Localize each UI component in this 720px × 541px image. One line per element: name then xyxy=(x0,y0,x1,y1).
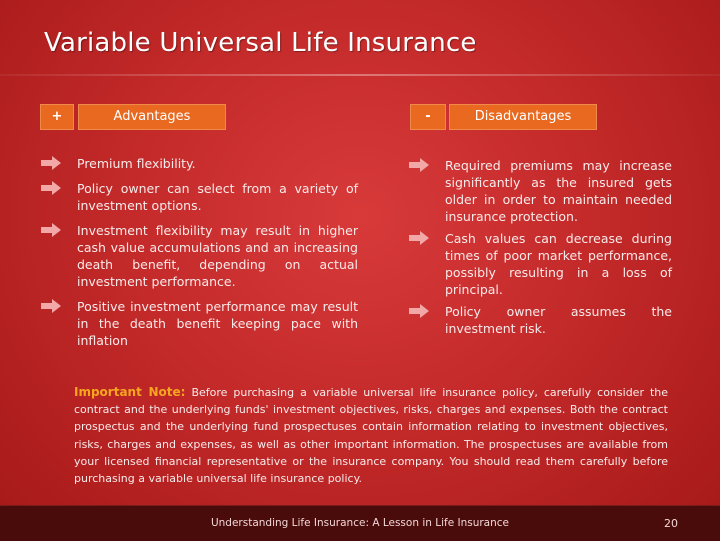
disadvantages-list xyxy=(408,157,672,342)
advantages-header: Advantages xyxy=(78,104,226,130)
advantage-text: Investment flexibility may result in higher cash value accumulations and an increasing death benefit, depending on actual investment performance. xyxy=(77,223,358,289)
advantages-list xyxy=(40,155,358,357)
right-arrow-icon xyxy=(40,181,62,195)
disadvantage-item xyxy=(408,230,672,298)
right-arrow-icon xyxy=(40,156,62,170)
disadvantages-symbol: - xyxy=(410,104,446,130)
right-arrow-icon xyxy=(40,223,62,237)
page-number: 20 xyxy=(664,517,678,530)
advantage-item xyxy=(40,222,358,290)
advantages-symbol: + xyxy=(40,104,74,130)
advantage-item xyxy=(40,298,358,349)
note-label: Important Note: xyxy=(74,385,186,399)
footer-bar xyxy=(0,505,720,541)
disadvantage-text: Cash values can decrease during times of poor market performance, possibly resulting in a loss of principal. xyxy=(445,231,672,297)
right-arrow-icon xyxy=(408,158,430,172)
disadvantage-text: Required premiums may increase significantly as the insured gets older in order to maintain needed insurance protection. xyxy=(445,158,672,224)
important-note xyxy=(74,384,668,487)
advantage-item xyxy=(40,155,358,172)
advantage-text: Positive investment performance may result in the death benefit keeping pace with inflation xyxy=(77,299,358,348)
right-arrow-icon xyxy=(408,231,430,245)
title-divider xyxy=(0,74,720,76)
disadvantage-text: Policy owner assumes the investment risk. xyxy=(445,304,672,336)
right-arrow-icon xyxy=(40,299,62,313)
slide-title: Variable Universal Life Insurance xyxy=(44,28,477,58)
advantage-text: Policy owner can select from a variety of investment options. xyxy=(77,181,358,213)
disadvantages-header: Disadvantages xyxy=(449,104,597,130)
footer-title: Understanding Life Insurance: A Lesson in Life Insurance xyxy=(210,517,510,529)
right-arrow-icon xyxy=(408,304,430,318)
advantage-item xyxy=(40,180,358,214)
disadvantage-item xyxy=(408,157,672,225)
note-text: Before purchasing a variable universal life insurance policy, carefully consider the contract and the underlying funds' investment objectives, risks, charges and expenses. Both the contract prospectus and the underlying fund prospectuses contain information relating to investment objectives, risks, charges and expenses, as well as other important information. The prospectuses are available from your licensed financial representative or the insurance company. You should read them carefully before purchasing a variable universal life insurance policy. xyxy=(74,386,668,486)
advantage-text: Premium flexibility. xyxy=(77,156,196,171)
disadvantage-item xyxy=(408,303,672,337)
